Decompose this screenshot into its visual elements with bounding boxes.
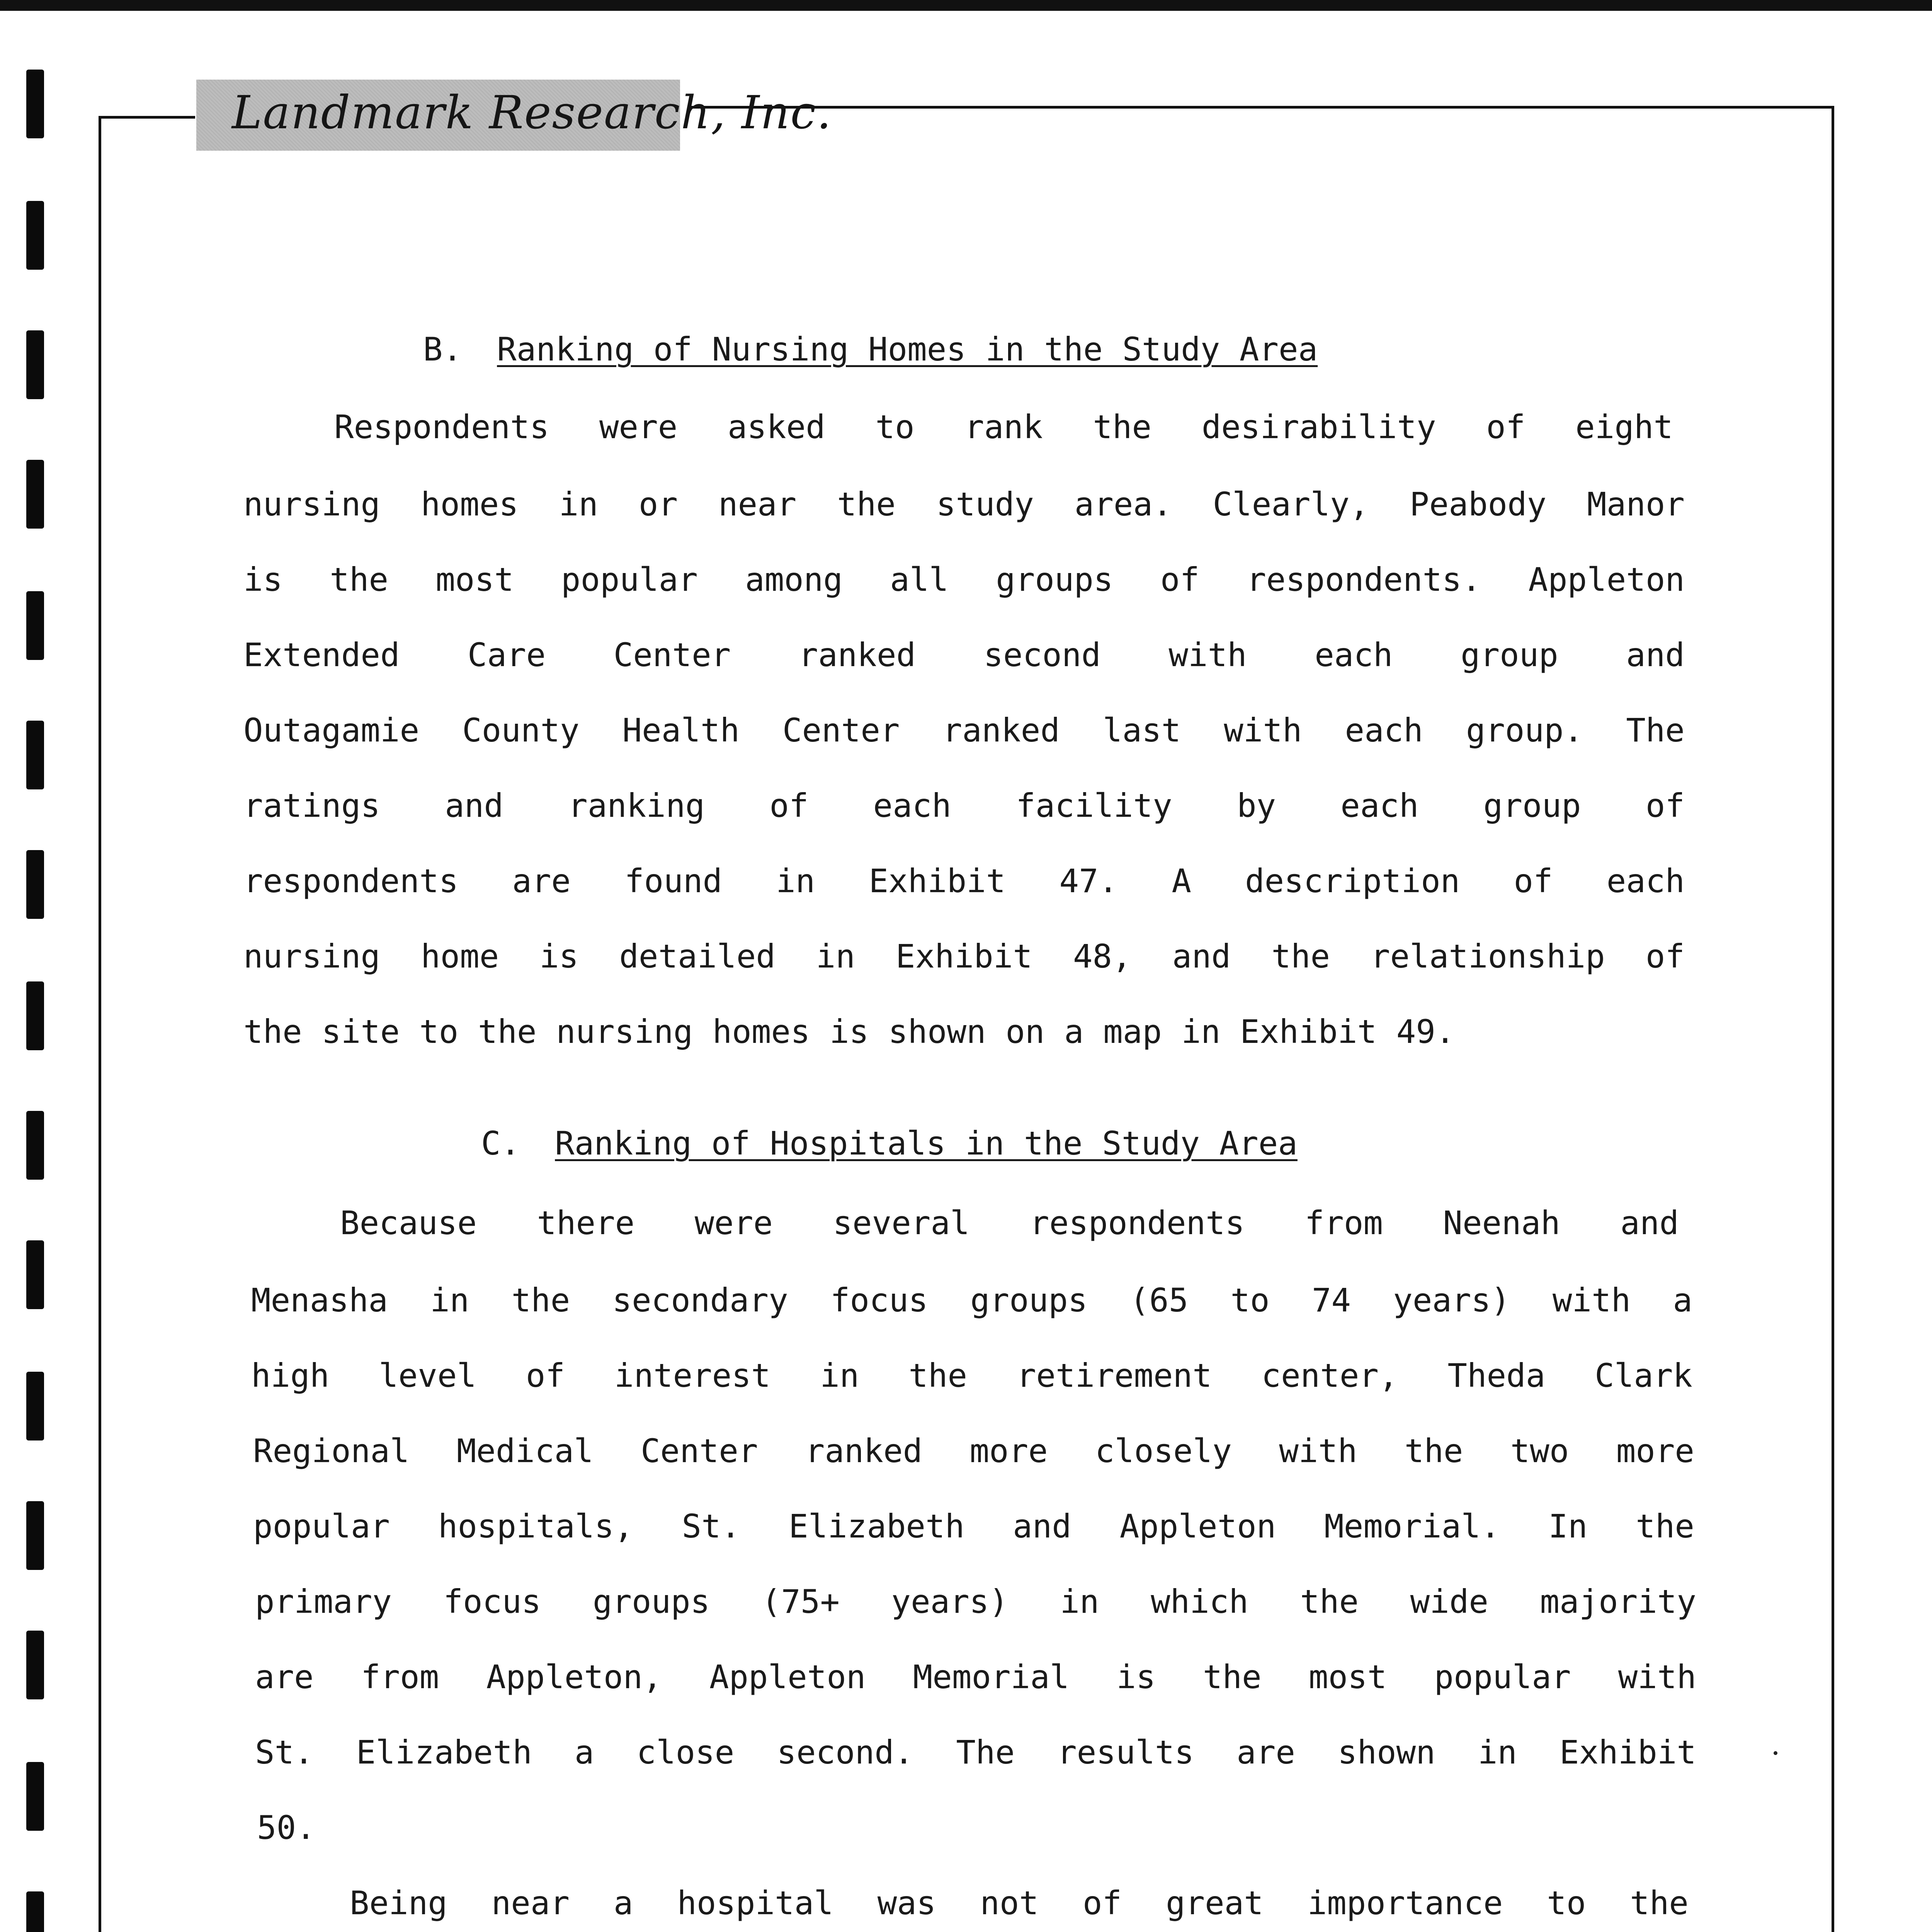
section-c-title: Ranking of Hospitals in the Study Area (555, 1124, 1298, 1162)
punch-hole (26, 460, 44, 529)
punch-hole (26, 1240, 44, 1309)
section-b-line: ratings and ranking of each facility by each group of (243, 787, 1685, 825)
section-b-line: Outagamie County Health Center ranked last with each group. The (243, 711, 1685, 749)
section-c-heading (481, 1124, 1298, 1162)
punch-hole (26, 981, 44, 1050)
punch-hole (26, 591, 44, 660)
section-b-line: nursing homes in or near the study area. Clearly, Peabody Manor (243, 485, 1685, 523)
frame-top-right (690, 106, 1834, 109)
punch-hole (26, 1111, 44, 1180)
section-b-title: Ranking of Nursing Homes in the Study Area (497, 330, 1318, 368)
section-b-heading (423, 330, 1318, 368)
section-c-line: Menasha in the secondary focus groups (65 to 74 years) with a (251, 1281, 1692, 1319)
punch-hole (26, 70, 44, 138)
section-c-line: Because there were several respondents from Neenah and (340, 1204, 1679, 1242)
section-c-line: Regional Medical Center ranked more closely with the two more (253, 1432, 1694, 1470)
punch-hole (26, 201, 44, 270)
punch-hole (26, 1891, 44, 1932)
scan-top-edge (0, 0, 1932, 11)
punch-hole (26, 721, 44, 789)
punch-hole (26, 850, 44, 919)
section-b-line: is the most popular among all groups of respondents. Appleton (243, 561, 1685, 599)
section-b-line: Extended Care Center ranked second with each group and (243, 636, 1685, 674)
section-c-line: St. Elizabeth a close second. The results are shown in Exhibit (255, 1733, 1696, 1771)
section-b-line: Respondents were asked to rank the desirability of eight (334, 408, 1673, 446)
stray-mark (1774, 1751, 1777, 1755)
frame-left (99, 116, 101, 1932)
section-c-line: popular hospitals, St. Elizabeth and Appleton Memorial. In the (253, 1507, 1694, 1545)
frame-right (1832, 106, 1834, 1932)
section-c-line: are from Appleton, Appleton Memorial is the most popular with (255, 1658, 1696, 1696)
section-b-line: the site to the nursing homes is shown on a map in Exhibit 49. (243, 1013, 1455, 1051)
punch-hole (26, 1631, 44, 1699)
section-c-line: Being near a hospital was not of great importance to the (350, 1884, 1689, 1922)
section-c-line: high level of interest in the retirement center, Theda Clark (251, 1357, 1692, 1395)
punch-hole (26, 1372, 44, 1440)
section-b-letter: B. (423, 330, 463, 368)
section-c-letter: C. (481, 1124, 520, 1162)
punch-hole (26, 1501, 44, 1570)
company-logo-text: Landmark Research, Inc. (232, 86, 832, 139)
section-b-line: respondents are found in Exhibit 47. A description of each (243, 862, 1685, 900)
punch-hole (26, 1762, 44, 1831)
section-c-line: primary focus groups (75+ years) in which the wide majority (255, 1583, 1696, 1621)
section-c-line: 50. (257, 1809, 316, 1847)
punch-hole (26, 330, 44, 399)
frame-top-left (99, 116, 195, 119)
section-b-line: nursing home is detailed in Exhibit 48, and the relationship of (243, 937, 1685, 975)
